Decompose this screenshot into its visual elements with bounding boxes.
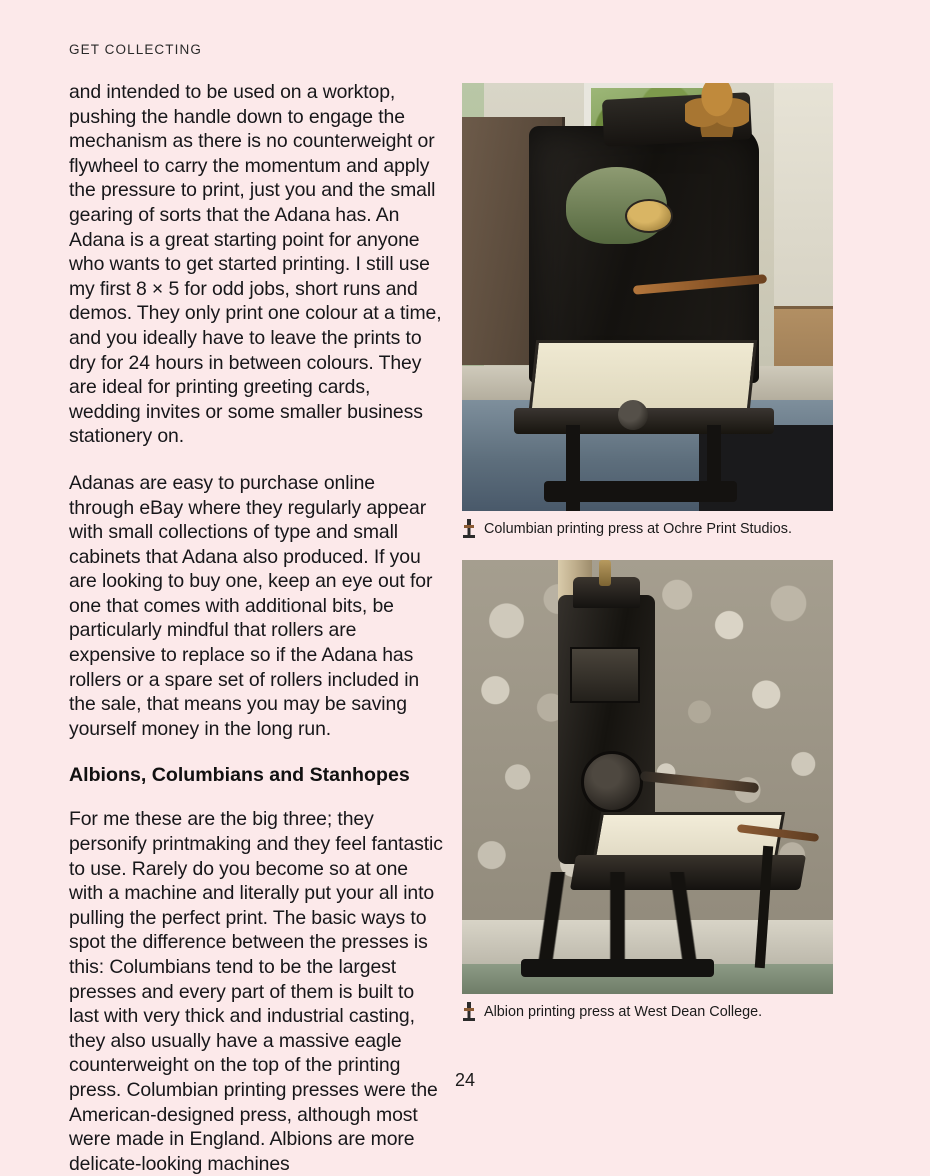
left-text-column xyxy=(69,80,444,1176)
caption-text: Columbian printing press at Ochre Print Studios. xyxy=(484,521,792,537)
caption-columbian-press xyxy=(462,520,833,542)
photo2-maker-plate xyxy=(570,647,641,703)
press-marker-icon xyxy=(462,1001,476,1023)
photo1-crank-knob xyxy=(618,400,648,430)
running-head: GET COLLECTING xyxy=(69,42,202,57)
body-paragraph-1: and intended to be used on a worktop, pushing the handle down to engage the mechanism as there is no counterweight or flywheel to carry the momentum and apply the pressure to print, just you and the small gearing of sorts that the Adana has. An Adana is a great starting point for anyone who wants to get started printing. I still use my first 8 × 5 for odd jobs, short runs and demos. They only print one colour at a time, and you ideally have to leave the prints to dry for 24 hours in between colours. They are ideal for printing greeting cards, wedding invites or some smaller business stationery on. xyxy=(69,81,442,448)
body-paragraph-2: Adanas are easy to purchase online through eBay where they regularly appear with small collections of type and small cabinets that Adana also produced. If you are looking to buy one, keep an eye out for one that comes with additional bits, be particularly mindful that rollers are expensive to replace so if the Adana has rollers or a spare set of rollers included in the sale, that means you may be saving yourself money in the long run. xyxy=(69,471,433,740)
photo2-foot xyxy=(521,959,714,976)
photo2-legs xyxy=(536,872,699,967)
photo1-eagle-counterweight xyxy=(685,83,749,137)
caption-albion-press xyxy=(462,1003,833,1025)
figure-albion-press xyxy=(462,560,833,1025)
figure-columbian-press xyxy=(462,83,833,542)
body-paragraph-3: For me these are the big three; they personify printmaking and they feel fantastic to use. Rarely do you become so at one with a machine and literally put your all into pulling the perfect print. The basic ways to spot the difference between the presses is this: Columbians tend to be the largest presses and every part of them is built to last with very thick and industrial casting, they also usually have a massive eagle counterweight on the top of the printing press. Columbian printing presses were the American-designed press, although most were made in England. Albions are more delicate-looking machines xyxy=(69,808,443,1175)
page-number: 24 xyxy=(454,1070,476,1090)
photo-albion-press xyxy=(462,560,833,994)
photo2-flywheel xyxy=(581,751,643,813)
section-subheading: Albions, Columbians and Stanhopes xyxy=(69,764,410,787)
photo-columbian-press xyxy=(462,83,833,511)
photo1-brass-medallion xyxy=(625,199,673,233)
right-figure-column xyxy=(462,83,833,1025)
photo2-brass-finial xyxy=(599,560,611,586)
caption-text: Albion printing press at West Dean College. xyxy=(484,1004,763,1020)
press-marker-icon xyxy=(462,518,476,540)
photo1-base xyxy=(544,481,737,502)
